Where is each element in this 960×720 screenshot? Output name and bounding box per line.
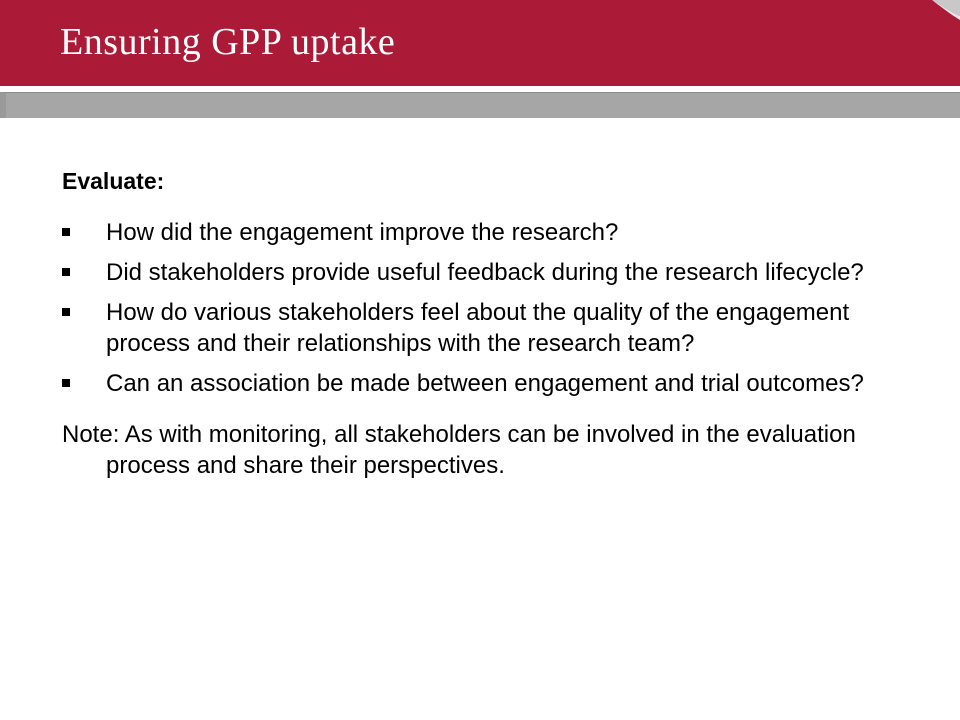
title-bar (0, 0, 960, 86)
list-item (62, 217, 902, 248)
title-divider (0, 86, 960, 88)
slide-title: Ensuring GPP uptake (60, 21, 396, 63)
square-bullet-icon (62, 379, 70, 387)
bullet-list (62, 217, 902, 399)
bullet-text: Did stakeholders provide useful feedback during the research lifecycle? (106, 259, 864, 286)
corner-curl-decoration (910, 0, 960, 40)
list-item (62, 257, 902, 288)
slide-body (62, 166, 902, 481)
bullet-text: How did the engagement improve the research? (106, 219, 619, 246)
square-bullet-icon (62, 268, 70, 276)
list-item (62, 297, 902, 359)
list-item (62, 368, 902, 399)
square-bullet-icon (62, 228, 70, 236)
square-bullet-icon (62, 308, 70, 316)
header-band (0, 92, 960, 118)
bullet-text: How do various stakeholders feel about the quality of the engagement process and their relationships with the research team? (106, 299, 850, 357)
note-text: Note: As with monitoring, all stakeholders can be involved in the evaluation process and share their perspectives. (62, 421, 856, 479)
bullet-text: Can an association be made between engagement and trial outcomes? (106, 370, 864, 397)
section-heading: Evaluate: (62, 168, 165, 194)
